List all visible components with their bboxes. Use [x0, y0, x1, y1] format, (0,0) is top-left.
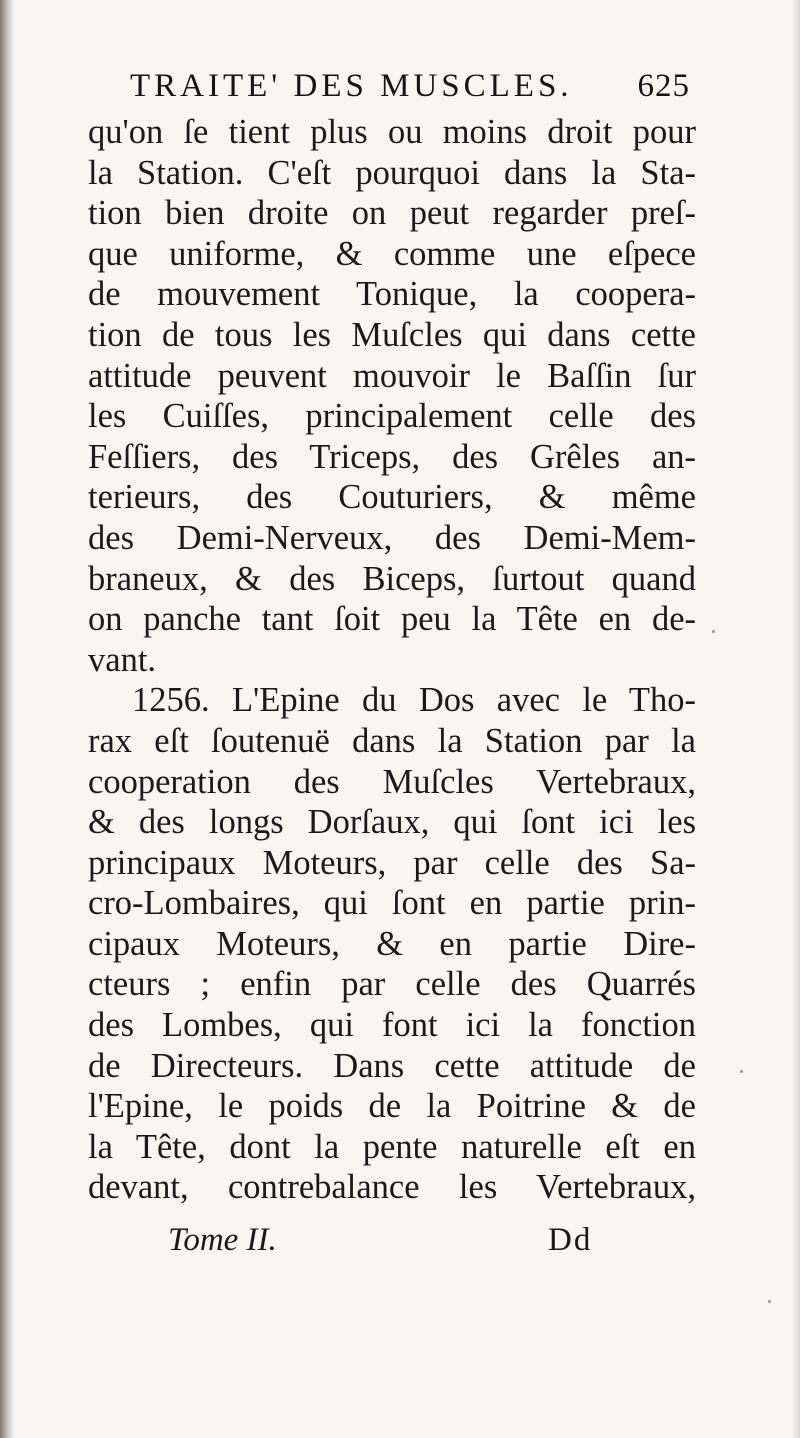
running-head-title: TRAITE' DES MUSCLES.	[130, 68, 573, 104]
volume-signature: Tome II.	[168, 1222, 277, 1258]
text-line: on panche tant ſoit peu la Tête en de-	[88, 600, 696, 639]
text-line: rax eſt ſoutenuë dans la Station par la	[88, 721, 696, 760]
text-line: braneux, & des Biceps, ſurtout quand	[88, 559, 696, 598]
text-line: l'Epine, le poids de la Poitrine & de	[88, 1087, 696, 1126]
page-edge	[792, 0, 800, 1438]
text-line: principaux Moteurs, par celle des Sa-	[88, 843, 696, 882]
paper-speck	[712, 630, 715, 633]
text-line: de Directeurs. Dans cette attitude de	[88, 1046, 696, 1085]
text-line: & des longs Dorſaux, qui ſont ici les	[88, 803, 696, 842]
text-line: cro-Lombaires, qui ſont en partie prin-	[88, 884, 696, 923]
text-line: la Station. C'eſt pourquoi dans la Sta-	[88, 153, 696, 192]
paragraph-end-line: vant.	[88, 640, 157, 679]
text-line: des Demi-Nerveux, des Demi-Mem-	[88, 518, 696, 557]
text-line: qu'on ſe tient plus ou moins droit pour	[88, 113, 696, 151]
body-text	[88, 112, 696, 1208]
text-line: tion de tous les Muſcles qui dans cette	[88, 315, 696, 354]
text-line: attitude peuvent mouvoir le Baſſin ſur	[88, 356, 696, 395]
text-line: cipaux Moteurs, & en partie Dire-	[88, 924, 696, 963]
binding-shadow	[0, 0, 14, 1438]
paper-speck	[768, 1300, 771, 1303]
text-line: des Lombes, qui font ici la fonction	[88, 1006, 696, 1045]
text-line: de mouvement Tonique, la coopera-	[88, 275, 696, 314]
text-line: que uniforme, & comme une eſpece	[88, 234, 696, 273]
page-number: 625	[637, 68, 690, 104]
text-line: les Cuiſſes, principalement celle des	[88, 397, 696, 436]
text-line: la Tête, dont la pente naturelle eſt en	[88, 1127, 696, 1166]
gathering-mark: Dd	[548, 1222, 593, 1258]
paragraph-start-line: 1256. L'Epine du Dos avec le Tho-	[132, 681, 696, 720]
text-line: tion bien droite on peut regarder preſ-	[88, 194, 696, 233]
text-line: devant, contrebalance les Vertebraux,	[88, 1168, 696, 1207]
running-head	[130, 68, 690, 112]
text-line: cooperation des Muſcles Vertebraux,	[88, 762, 696, 801]
text-line: cteurs ; enfin par celle des Quarrés	[88, 965, 696, 1004]
text-line: Feſſiers, des Triceps, des Grêles an-	[88, 437, 696, 476]
paper-speck	[740, 1070, 743, 1073]
text-line: terieurs, des Couturiers, & même	[88, 478, 696, 517]
